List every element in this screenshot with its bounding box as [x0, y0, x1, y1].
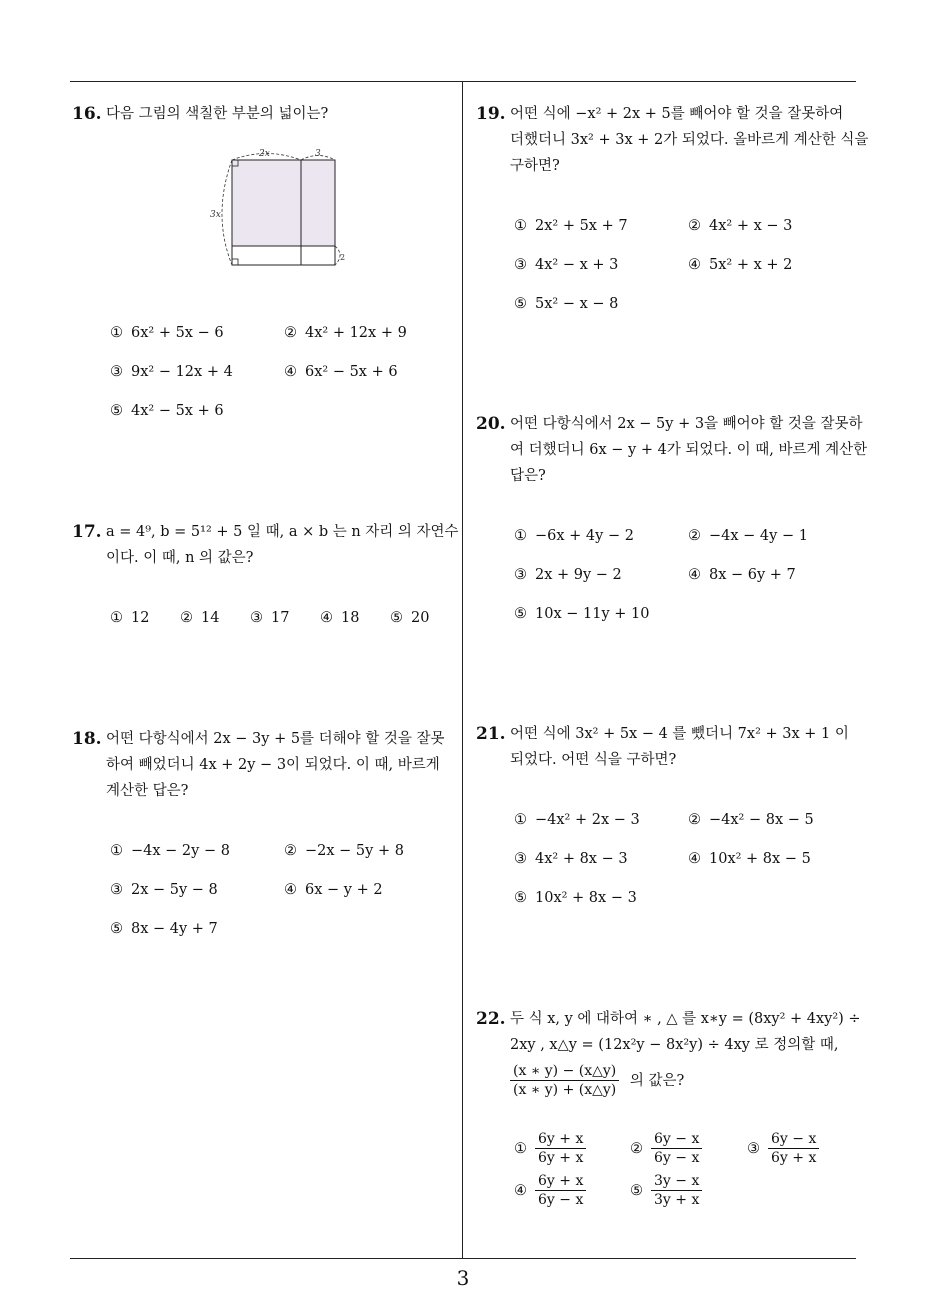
option-1[interactable]: ① −4x − 2y − 8: [110, 843, 230, 859]
top-rule: [70, 81, 856, 82]
option-5[interactable]: ⑤ $\frac{3y - x}{3y + x}$: [630, 1172, 702, 1209]
option-4[interactable]: ④ 8x − 6y + 7: [688, 567, 796, 583]
problem-number: 19.: [476, 104, 506, 124]
option-1[interactable]: ① $\frac{6y + x}{6y + x}$: [514, 1130, 586, 1167]
label-top-right: 3: [315, 149, 321, 159]
option-2[interactable]: ② −2x − 5y + 8: [284, 843, 404, 859]
option-3[interactable]: ③ 2x − 5y − 8: [110, 882, 218, 898]
problem-number: 18.: [72, 729, 102, 749]
page-number: 3: [456, 1266, 470, 1290]
problem-19: [476, 101, 869, 321]
option-4[interactable]: ④ 6x² − 5x + 6: [284, 364, 398, 380]
option-5[interactable]: ⑤ 5x² − x − 8: [514, 296, 619, 312]
problem-17: [72, 519, 457, 639]
option-3[interactable]: ③ $\frac{6y - x}{6y + x}$: [747, 1130, 819, 1167]
option-1[interactable]: ① 6x² + 5x − 6: [110, 325, 224, 341]
problem-18: [72, 726, 457, 946]
column-divider: [462, 82, 463, 1258]
option-2[interactable]: ② 14: [180, 610, 220, 626]
option-5[interactable]: ⑤ 10x − 11y + 10: [514, 606, 650, 622]
problem-number: 20.: [476, 414, 506, 434]
option-1[interactable]: ① −4x² + 2x − 3: [514, 812, 640, 828]
option-3[interactable]: ③ 4x² + 8x − 3: [514, 851, 628, 867]
option-3[interactable]: ③ 4x² − x + 3: [514, 257, 619, 273]
option-3[interactable]: ③ 2x + 9y − 2: [514, 567, 622, 583]
problem-number: 21.: [476, 724, 506, 744]
problem-text: 어떤 식에 −x² + 2x + 5를 빼어야 할 것을 잘못하여 더했더니 3x² + 3x + 2가 되었다. 올바르게 계산한 식을 구하면?: [510, 106, 869, 174]
option-2[interactable]: ② $\frac{6y - x}{6y - x}$: [630, 1130, 702, 1167]
option-4[interactable]: ④ 18: [320, 610, 360, 626]
option-1[interactable]: ① 12: [110, 610, 150, 626]
label-right: 2: [340, 253, 346, 262]
option-2[interactable]: ② 4x² + 12x + 9: [284, 325, 407, 341]
label-left: 3x: [210, 210, 221, 220]
problem-text: 두 식 x, y 에 대하여 ∗ , △ 를 x∗y = (8xy² + 4xy²) ÷ 2xy , x△y = (12x²y − 8x²y) ÷ 4xy 로 정의할 때, $\frac{(x ∗ y) - (x\triangle y)}{(x ∗ y) + (x\triangle y)}$ 의 값은?: [510, 1011, 861, 1098]
option-1[interactable]: ① −6x + 4y − 2: [514, 528, 634, 544]
option-4[interactable]: ④ 5x² + x + 2: [688, 257, 793, 273]
option-5[interactable]: ⑤ 8x − 4y + 7: [110, 921, 218, 937]
problem-number: 17.: [72, 522, 102, 542]
option-5[interactable]: ⑤ 20: [390, 610, 430, 626]
option-2[interactable]: ② −4x − 4y − 1: [688, 528, 808, 544]
option-4[interactable]: ④ 6x − y + 2: [284, 882, 383, 898]
option-4[interactable]: ④ $\frac{6y + x}{6y - x}$: [514, 1172, 586, 1209]
expression-fraction: $\frac{(x ∗ y) - (x\triangle y)}{(x ∗ y) + (x\triangle y)}$: [510, 1062, 619, 1099]
label-top-left: 2x: [259, 149, 270, 159]
option-4[interactable]: ④ 10x² + 8x − 5: [688, 851, 811, 867]
problem-number: 22.: [476, 1009, 506, 1029]
option-2[interactable]: ② 4x² + x − 3: [688, 218, 793, 234]
shaded-region: [232, 160, 335, 246]
option-5[interactable]: ⑤ 4x² − 5x + 6: [110, 403, 224, 419]
problem-text: 어떤 다항식에서 2x − 3y + 5를 더해야 할 것을 잘못 하여 빼었더니 4x + 2y − 3이 되었다. 이 때, 바르게 계산한 답은?: [106, 731, 445, 799]
problem-number: 16.: [72, 104, 102, 124]
problem-text: 어떤 식에 3x² + 5x − 4 를 뺐더니 7x² + 3x + 1 이 되었다. 어떤 식을 구하면?: [510, 726, 849, 768]
problem-text: a = 4⁹, b = 5¹² + 5 일 때, a × b 는 n 자리 의 자연수 이다. 이 때, n 의 값은?: [106, 524, 459, 566]
problem-21: [476, 721, 861, 911]
option-1[interactable]: ① 2x² + 5x + 7: [514, 218, 628, 234]
problem-16: [72, 101, 457, 431]
problem-22: [476, 1006, 861, 1221]
bottom-rule: [70, 1258, 856, 1259]
option-3[interactable]: ③ 9x² − 12x + 4: [110, 364, 233, 380]
option-3[interactable]: ③ 17: [250, 610, 290, 626]
option-2[interactable]: ② −4x² − 8x − 5: [688, 812, 814, 828]
problem-text: 다음 그림의 색칠한 부분의 넓이는?: [106, 106, 329, 122]
area-figure: [210, 145, 350, 269]
problem-text: 어떤 다항식에서 2x − 5y + 3을 빼어야 할 것을 잘못하 여 더했더니 6x − y + 4가 되었다. 이 때, 바르게 계산한 답은?: [510, 416, 868, 484]
option-5[interactable]: ⑤ 10x² + 8x − 3: [514, 890, 637, 906]
problem-20: [476, 411, 868, 631]
